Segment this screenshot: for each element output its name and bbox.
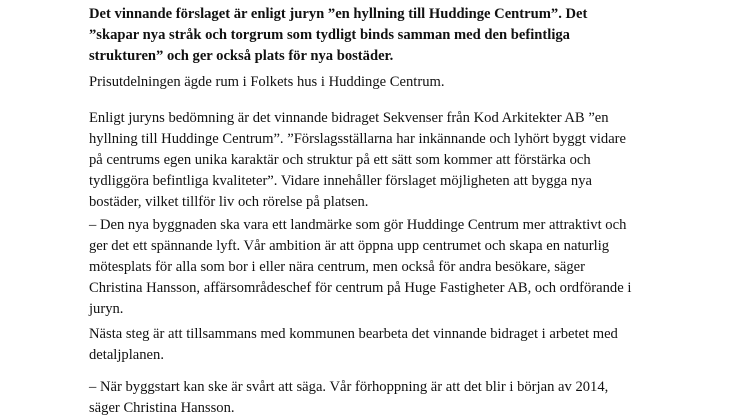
- quote-paragraph: [89, 377, 689, 419]
- text-line: detaljplanen.: [89, 347, 164, 363]
- text-line: Nästa steg är att tillsammans med kommunen bearbeta det vinnande bidraget i arbetet med: [89, 326, 618, 342]
- text-line: bostäder, vilket tillför liv och rörelse på platsen.: [89, 194, 369, 210]
- body-paragraph: [89, 72, 689, 93]
- text-line: tydliggöra befintliga kvaliteter”. Vidare innehåller förslaget möjligheten att bygga nya: [89, 173, 592, 189]
- lead-paragraph: [89, 4, 689, 67]
- text-line: Christina Hansson, affärsområdeschef för centrum på Huge Fastigheter AB, och ordförande i: [89, 280, 632, 296]
- text-line: på centrums egen unika karaktär och struktur på ett sätt som kommer att förstärka och: [89, 152, 591, 168]
- text-line: strukturen” och ger också plats för nya bostäder.: [89, 48, 394, 64]
- text-line: mötesplats för alla som bor i eller nära centrum, men också för andra besökare, säger: [89, 259, 585, 275]
- text-line: ”skapar nya stråk och torgrum som tydligt binds samman med den befintliga: [89, 27, 570, 43]
- text-line: säger Christina Hansson.: [89, 400, 235, 416]
- body-paragraph: [89, 324, 689, 366]
- text-line: juryn.: [89, 301, 124, 317]
- text-line: hyllning till Huddinge Centrum”. ”Förslagsställarna har inkännande och lyhört byggt vidare: [89, 131, 627, 147]
- text-line: Prisutdelningen ägde rum i Folkets hus i Huddinge Centrum.: [89, 74, 445, 90]
- text-line: – Den nya byggnaden ska vara ett landmärke som gör Huddinge Centrum mer attraktivt och: [89, 217, 627, 233]
- text-line: – När byggstart kan ske är svårt att säga. Vår förhoppning är att det blir i början av 2014,: [89, 379, 609, 395]
- text-line: Det vinnande förslaget är enligt juryn ”en hyllning till Huddinge Centrum”. Det: [89, 6, 588, 22]
- body-paragraph: [89, 108, 689, 213]
- quote-paragraph: [89, 215, 689, 320]
- text-line: Enligt juryns bedömning är det vinnande bidraget Sekvenser från Kod Arkitekter AB ”en: [89, 110, 609, 126]
- text-line: ger det ett spännande lyft. Vår ambition är att öppna upp centrumet och skapa en naturlig: [89, 238, 610, 254]
